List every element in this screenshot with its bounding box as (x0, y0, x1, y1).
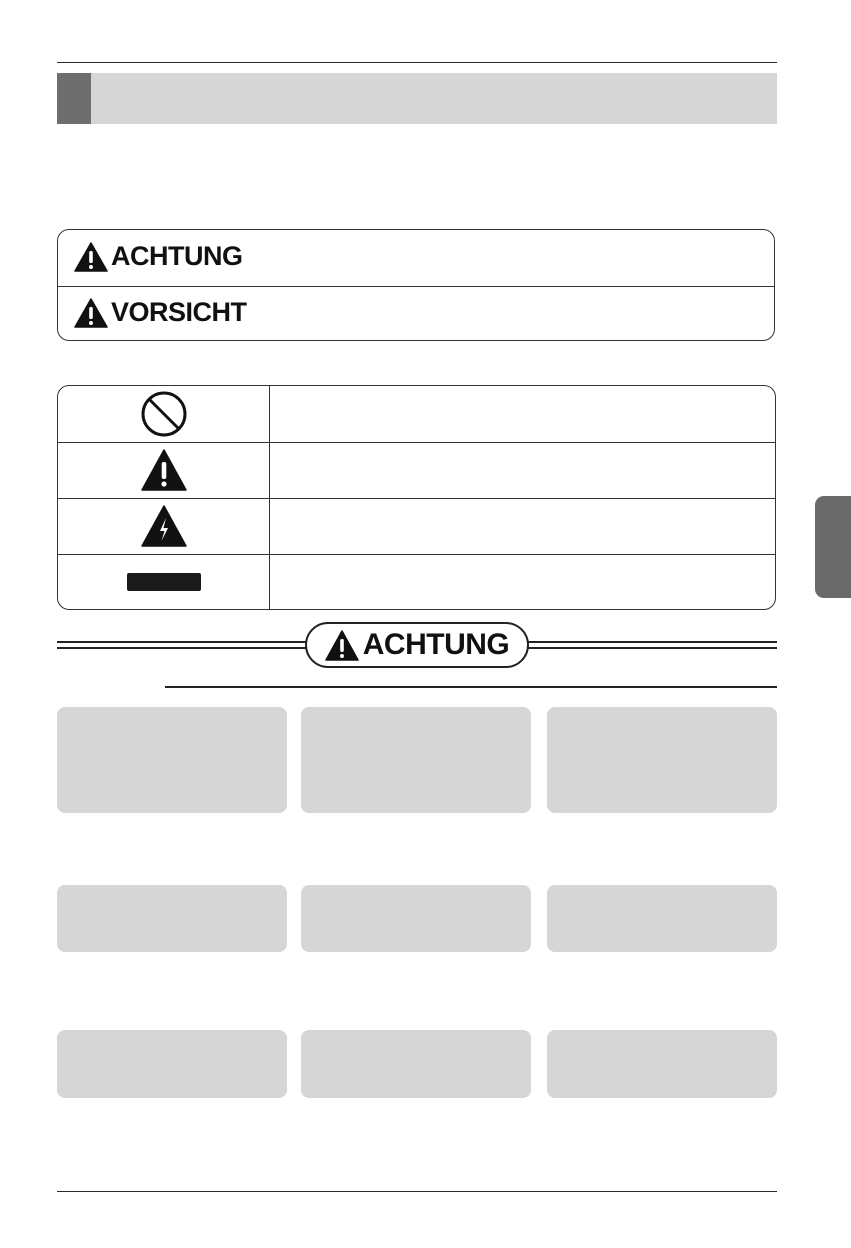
header-rule (57, 62, 777, 63)
symbol-row (58, 554, 775, 610)
column-divider (269, 386, 270, 609)
symbol-row (58, 442, 775, 499)
illustration-card (57, 707, 287, 813)
warning-triangle-icon (74, 298, 108, 328)
symbol-row (58, 498, 775, 555)
illustration-card (301, 885, 531, 952)
illustration-card (57, 1030, 287, 1098)
section-heading-warning (305, 622, 529, 668)
symbol-row (58, 386, 775, 443)
illustration-card (547, 885, 777, 952)
signal-word-warning: ACHTUNG (111, 241, 243, 271)
illustration-card (547, 707, 777, 813)
black-bar-icon (127, 573, 201, 591)
subsection-rule (165, 686, 777, 688)
electric-shock-icon (141, 505, 187, 547)
chapter-tab (815, 496, 851, 598)
double-rule-right (528, 641, 777, 649)
footer-rule (57, 1191, 777, 1192)
illustration-card (301, 707, 531, 813)
exclamation-triangle-icon (141, 449, 187, 491)
signal-word-legend (57, 229, 775, 341)
prohibited-icon (140, 390, 188, 438)
section-title-bar (57, 73, 777, 124)
signal-row-caution (58, 286, 774, 342)
signal-row-warning (58, 230, 774, 287)
double-rule-left (57, 641, 307, 649)
signal-word-caution: VORSICHT (111, 297, 247, 327)
illustration-card (57, 885, 287, 952)
section-title-marker (57, 73, 91, 124)
warning-triangle-icon (325, 630, 359, 661)
illustration-card (547, 1030, 777, 1098)
warning-triangle-icon (74, 242, 108, 272)
section-heading-label: ACHTUNG (362, 628, 510, 661)
symbol-legend-table (57, 385, 776, 610)
illustration-card (301, 1030, 531, 1098)
